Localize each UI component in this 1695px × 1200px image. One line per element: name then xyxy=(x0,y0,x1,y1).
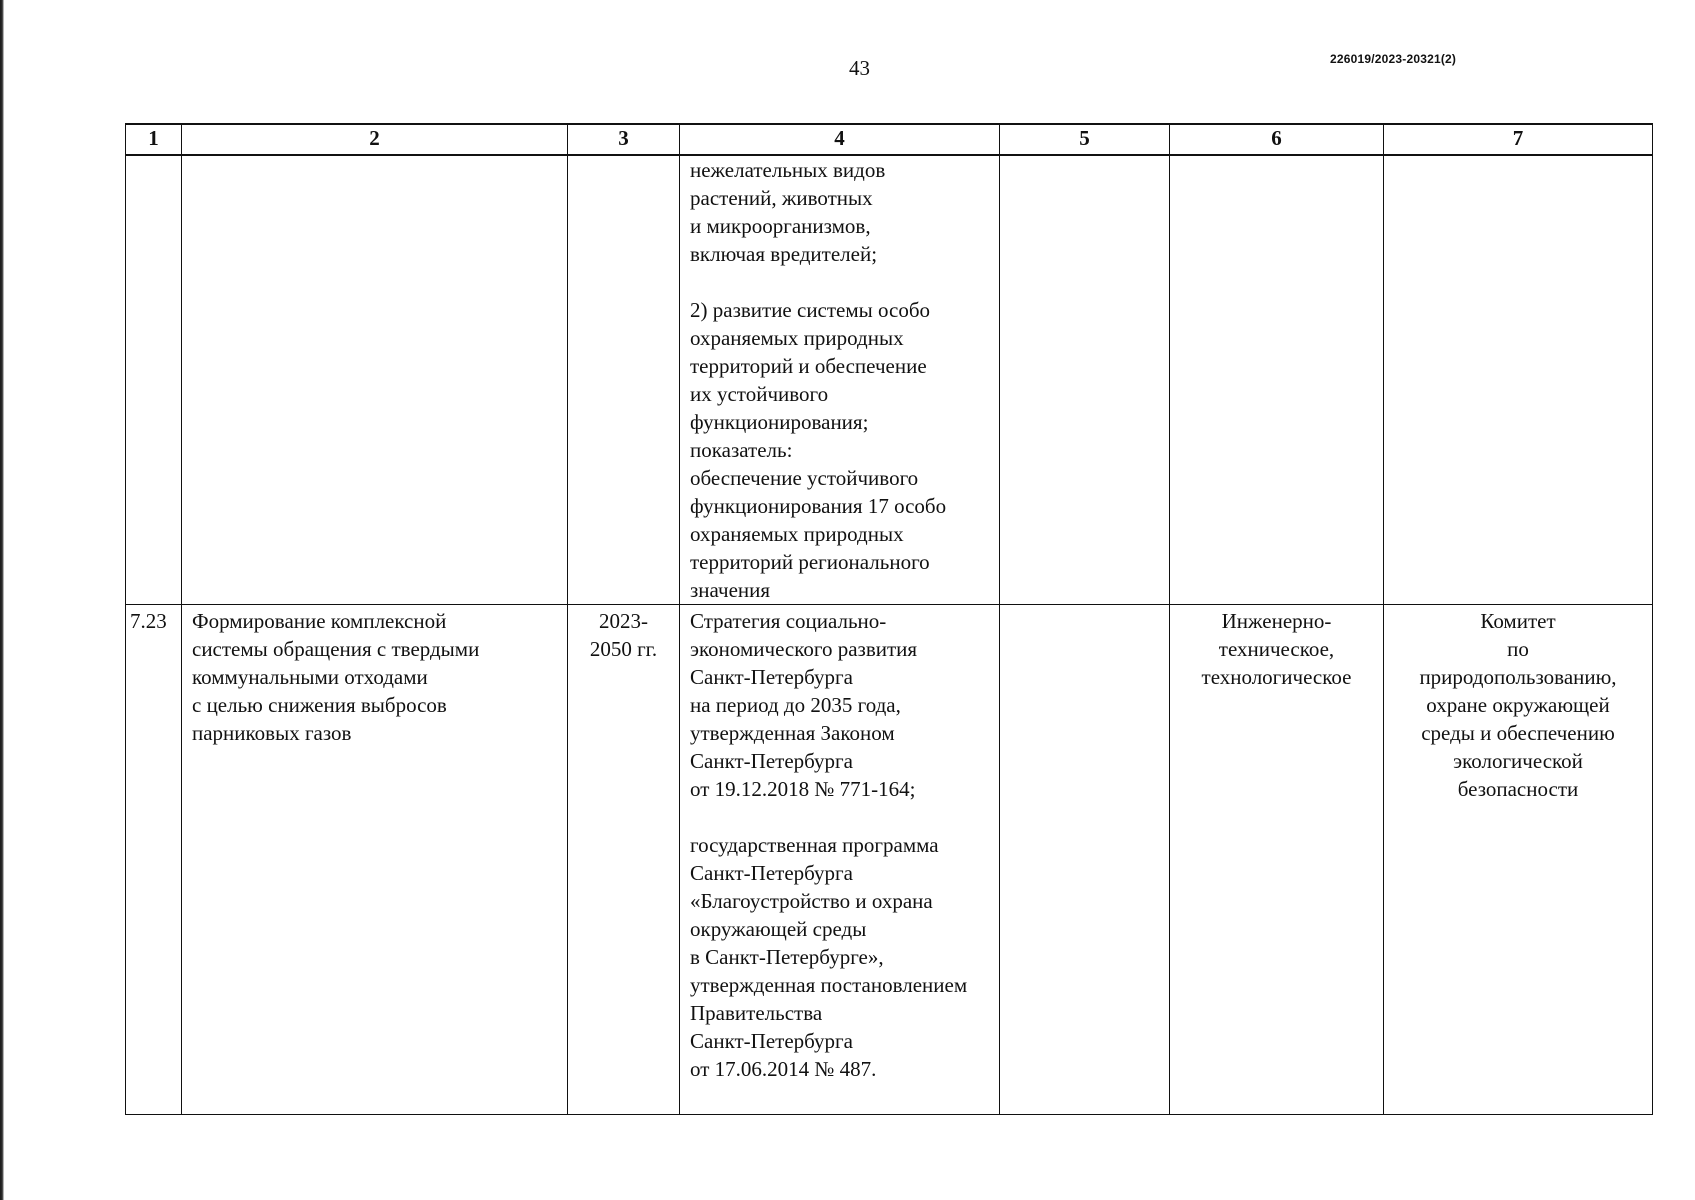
cell-measure xyxy=(182,155,568,605)
cell-responsible xyxy=(1384,605,1653,1115)
cell-text: нежелательных видов растений, животных и микроорганизмов, включая вредителей; 2) развитие системы особо охраняемых природных территорий и обеспечение их устойчивого функционирования; показатель: обеспечение устойчивого функционирования 17 особо охраняемых природных территорий регионального значения xyxy=(690,158,947,602)
cell-number xyxy=(126,605,182,1115)
cell-basis xyxy=(680,605,1000,1115)
cell-text: Стратегия социально- экономического развития Санкт-Петербурга на период до 2035 года, утвержденная Законом Санкт-Петербурга от 19.12.2018 № 771-164; государственная программа Санкт-Петербурга «Благоустройство и охрана окружающей среды в Санкт-Петербурге», утвержденная постановлением Правительства Санкт-Петербурга от 17.06.2014 № 487. xyxy=(690,609,968,1081)
cell-text: Формирование комплексной системы обращения с твердыми коммунальными отходами с целью снижения выбросов парниковых газов xyxy=(192,609,480,745)
cell-text: 7.23 xyxy=(130,609,167,633)
column-header-5: 5 xyxy=(1000,124,1170,155)
cell-responsible xyxy=(1384,155,1653,605)
cell-number xyxy=(126,155,182,605)
document-id: 226019/2023-20321(2) xyxy=(1330,52,1457,66)
cell-period xyxy=(568,155,680,605)
cell-text: Инженерно- техническое, технологическое xyxy=(1201,609,1352,689)
cell-type xyxy=(1170,155,1384,605)
cell-col5 xyxy=(1000,605,1170,1115)
measures-table xyxy=(125,123,1653,1115)
cell-col5 xyxy=(1000,155,1170,605)
cell-basis xyxy=(680,155,1000,605)
table-row-7-23 xyxy=(126,605,1653,1115)
column-header-7: 7 xyxy=(1384,124,1653,155)
column-header-3: 3 xyxy=(568,124,680,155)
column-header-6: 6 xyxy=(1170,124,1384,155)
cell-text: 2023- 2050 гг. xyxy=(589,609,658,661)
cell-measure xyxy=(182,605,568,1115)
page-number: 43 xyxy=(849,56,870,80)
cell-type xyxy=(1170,605,1384,1115)
table-row-continuation xyxy=(126,155,1653,605)
cell-period xyxy=(568,605,680,1115)
column-header-2: 2 xyxy=(182,124,568,155)
header-row xyxy=(126,124,1653,155)
column-header-1: 1 xyxy=(126,124,182,155)
cell-text: Комитет по природопользованию, охране окружающей среды и обеспечению экологической безопасности xyxy=(1419,609,1617,801)
scan-edge xyxy=(0,0,4,1200)
column-header-4: 4 xyxy=(680,124,1000,155)
